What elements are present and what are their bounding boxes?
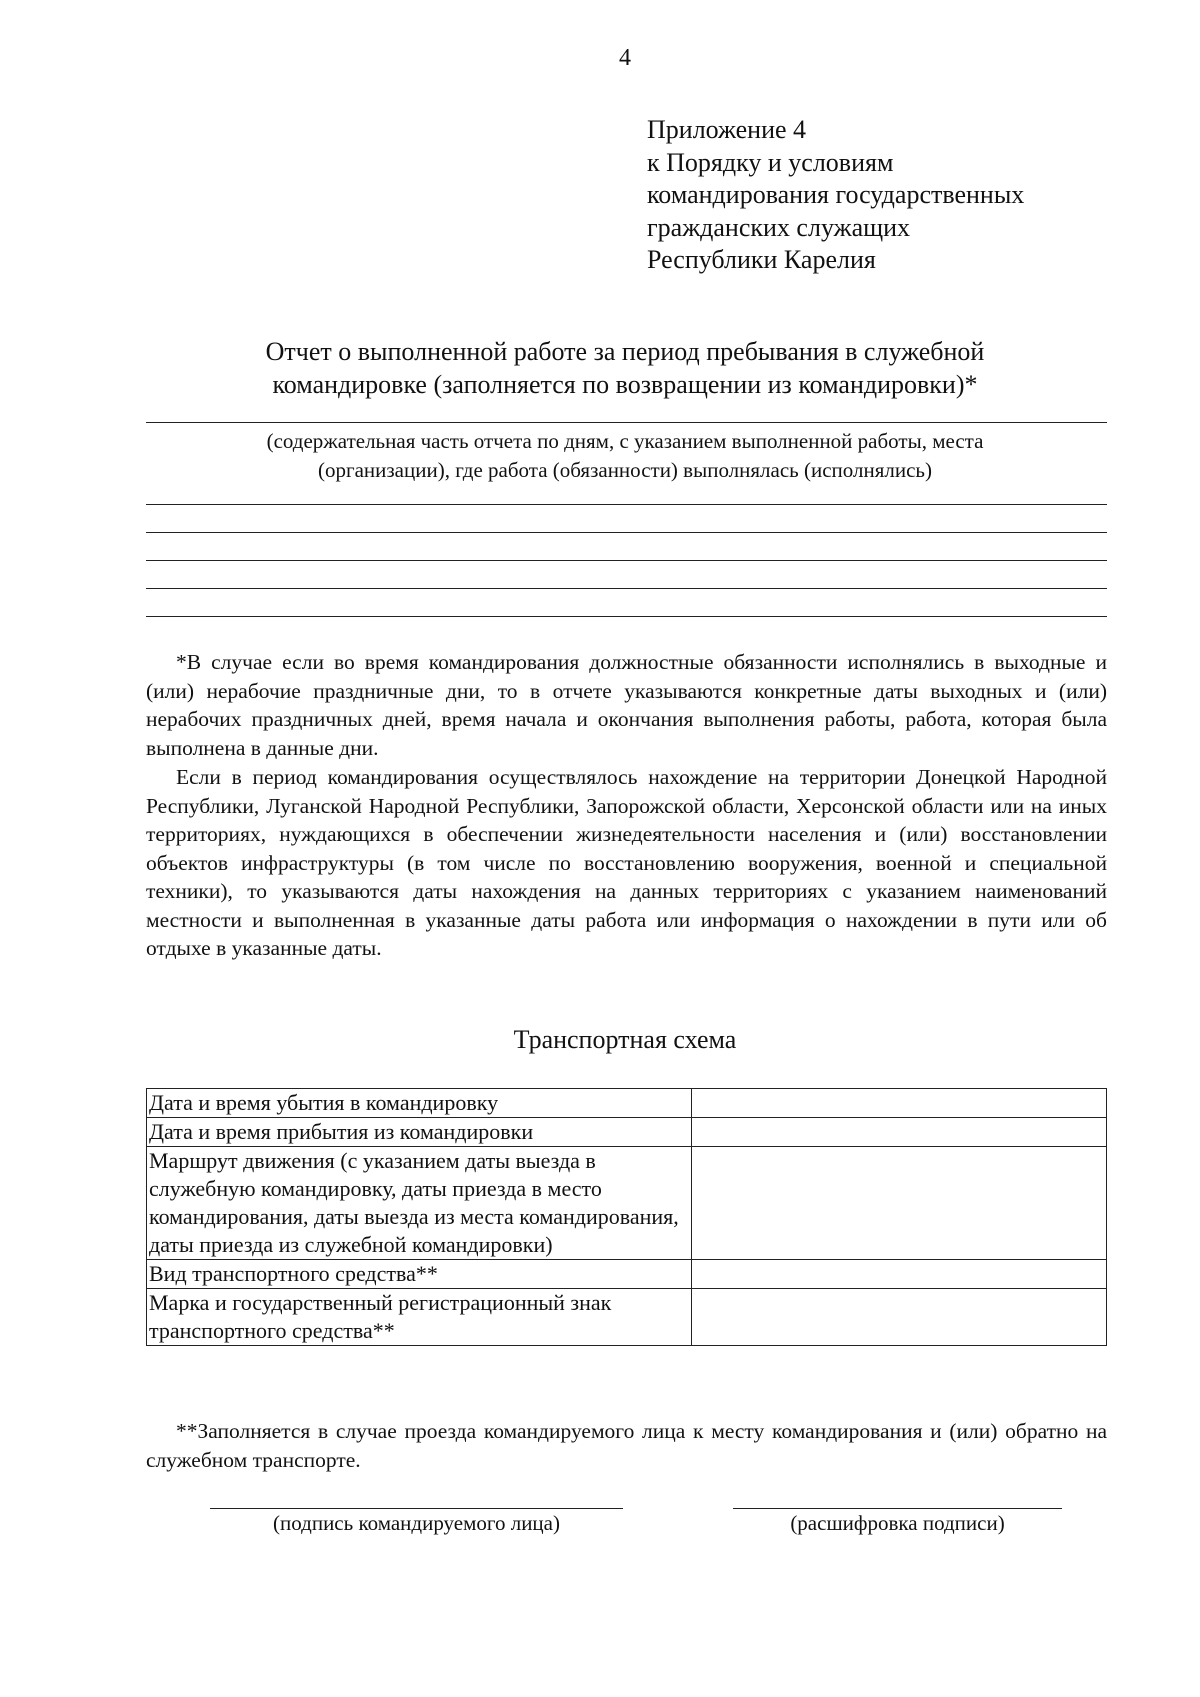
row-label: Вид транспортного средства** <box>147 1260 692 1289</box>
table-row <box>147 1289 1107 1346</box>
appendix-line: гражданских служащих <box>647 212 911 242</box>
row-value-cell[interactable] <box>692 1118 1107 1147</box>
row-value-cell[interactable] <box>692 1289 1107 1346</box>
report-title-line: Отчет о выполненной работе за период пребывания в служебной <box>265 337 985 366</box>
appendix-header <box>647 114 1167 277</box>
transport-footnote: **Заполняется в случае проезда командируемого лица к месту командирования и (или) обратно на служебном транспорте. <box>146 1419 1107 1472</box>
report-title <box>120 335 1130 401</box>
report-content-line[interactable] <box>146 532 1107 533</box>
report-title-line: командировке (заполняется по возвращении из командировки)* <box>272 370 978 399</box>
page-number: 4 <box>619 45 631 71</box>
row-value-cell[interactable] <box>692 1260 1107 1289</box>
table-row <box>147 1089 1107 1118</box>
signature-caption: (подпись командируемого лица) <box>273 1511 560 1535</box>
report-content-line[interactable] <box>146 504 1107 505</box>
signature-decoding-caption: (расшифровка подписи) <box>790 1511 1005 1535</box>
weekend-footnote: *В случае если во время командирования должностные обязанности исполнялись в выходные и (или) нерабочие праздничные дни, то в отчете указываются конкретные даты выходных и (или) нерабочих праздничных дней, время начала и окончания выполнения работы, работа, которая была выполнена в данные дни. <box>146 650 1107 760</box>
row-value-cell[interactable] <box>692 1089 1107 1118</box>
report-content-line[interactable] <box>146 588 1107 589</box>
report-content-caption <box>120 427 1130 485</box>
report-content-line[interactable] <box>146 616 1107 617</box>
appendix-line: Республики Карелия <box>647 245 876 274</box>
caption-line: (содержательная часть отчета по дням, с указанием выполненной работы, места <box>266 429 984 453</box>
transport-schema-table <box>146 1088 1107 1346</box>
transport-schema-title: Транспортная схема <box>513 1025 737 1054</box>
row-label: Маршрут движения (с указанием даты выезда в служебную командировку, даты приезда в место командирования, даты выезда из места командирования, даты приезда из служебной командировки) <box>147 1147 692 1260</box>
appendix-line: Приложение 4 <box>647 115 807 144</box>
table-row <box>147 1118 1107 1147</box>
caption-line: (организации), где работа (обязанности) выполнялась (исполнялись) <box>317 458 932 482</box>
row-label: Дата и время убытия в командировку <box>147 1089 692 1118</box>
territory-footnote: Если в период командирования осуществлялось нахождение на территории Донецкой Народной Республики, Луганской Народной Республики, Запорожской области, Херсонской области или на иных территориях, нуждающихся в обеспечении жизнедеятельности населения и (или) восстановлении объектов инфраструктуры (в том числе по восстановлению вооружения, военной и специальной техники), то указываются даты нахождения на данных территориях с указанием наименований местности и выполненная в указанные даты работа или информация о нахождении в пути или об отдыхе в указанные даты. <box>146 765 1107 960</box>
signature-decoding-line[interactable] <box>733 1508 1062 1509</box>
signature-line[interactable] <box>210 1508 623 1509</box>
table-row <box>147 1147 1107 1260</box>
row-label: Марка и государственный регистрационный знак транспортного средства** <box>147 1289 692 1346</box>
table-row <box>147 1260 1107 1289</box>
report-content-line[interactable] <box>146 560 1107 561</box>
row-label: Дата и время прибытия из командировки <box>147 1118 692 1147</box>
appendix-line: командирования государственных <box>647 180 1025 209</box>
report-content-line[interactable] <box>146 422 1107 423</box>
appendix-line: к Порядку и условиям <box>647 147 894 177</box>
row-value-cell[interactable] <box>692 1147 1107 1260</box>
